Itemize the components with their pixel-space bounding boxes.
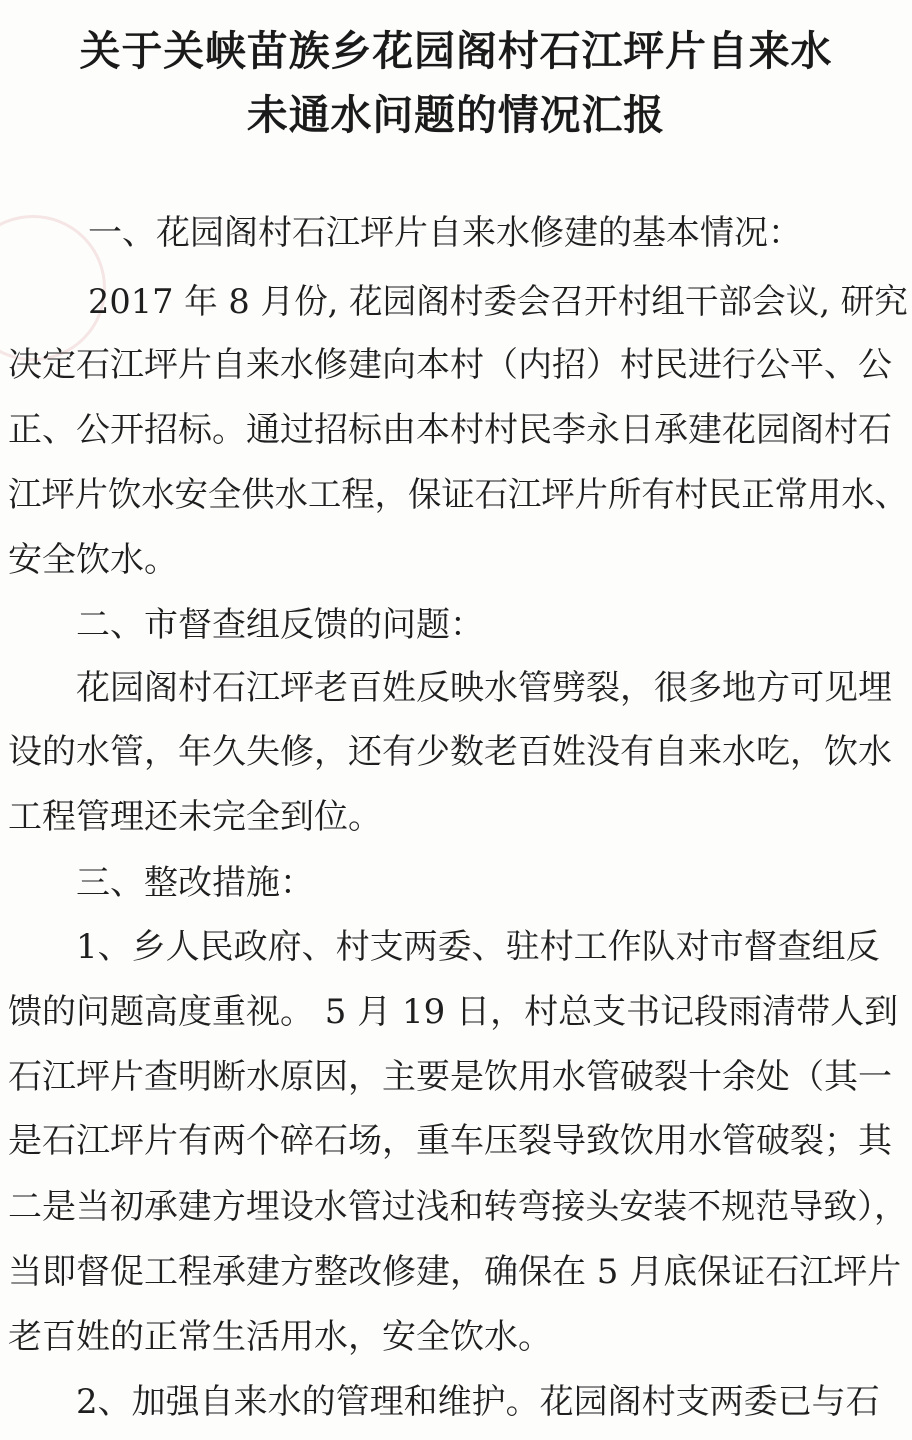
paragraph-line: 石江坪片查明断水原因，主要是饮用水管破裂十余处（其一	[8, 1057, 892, 1097]
paragraph-line: 设的水管，年久失修，还有少数老百姓没有自来水吃，饮水	[8, 732, 892, 772]
section-heading-2: 二、市督查组反馈的问题：	[76, 605, 484, 645]
section-heading-1: 一、花园阁村石江坪片自来水修建的基本情况：	[88, 213, 802, 253]
paragraph-line: 花园阁村石江坪老百姓反映水管劈裂，很多地方可见埋	[76, 668, 892, 708]
paragraph-line: 馈的问题高度重视。 5 月 19 日，村总支书记段雨清带人到	[8, 992, 899, 1032]
paragraph-line: 老百姓的正常生活用水，安全饮水。	[8, 1317, 552, 1357]
paragraph-line: 2、加强自来水的管理和维护。花园阁村支两委已与石	[76, 1382, 880, 1422]
paragraph-line: 1、乡人民政府、村支两委、驻村工作队对市督查组反	[76, 927, 880, 967]
paragraph-line: 工程管理还未完全到位。	[8, 797, 382, 837]
paragraph-line: 当即督促工程承建方整改修建，确保在 5 月底保证石江坪片	[8, 1252, 902, 1292]
paragraph-line: 正、公开招标。通过招标由本村村民李永日承建花园阁村石	[8, 410, 892, 450]
paragraph-line: 是石江坪片有两个碎石场，重车压裂导致饮用水管破裂；其	[8, 1121, 892, 1161]
section-heading-3: 三、整改措施：	[76, 863, 314, 903]
document-title-line-1: 关于关峡苗族乡花园阁村石江坪片自来水	[79, 27, 833, 75]
paragraph-line: 2017 年 8 月份, 花园阁村委会召开村组干部会议, 研究	[88, 282, 908, 322]
paragraph-line: 决定石江坪片自来水修建向本村（内招）村民进行公平、公	[8, 345, 892, 385]
document-title-line-2: 未通水问题的情况汇报	[246, 91, 666, 139]
paragraph-line: 二是当初承建方埋设水管过浅和转弯接头安装不规范导致），	[8, 1187, 909, 1227]
paragraph-line: 安全饮水。	[8, 540, 178, 580]
paragraph-line: 江坪片饮水安全供水工程，保证石江坪片所有村民正常用水、	[8, 475, 909, 515]
